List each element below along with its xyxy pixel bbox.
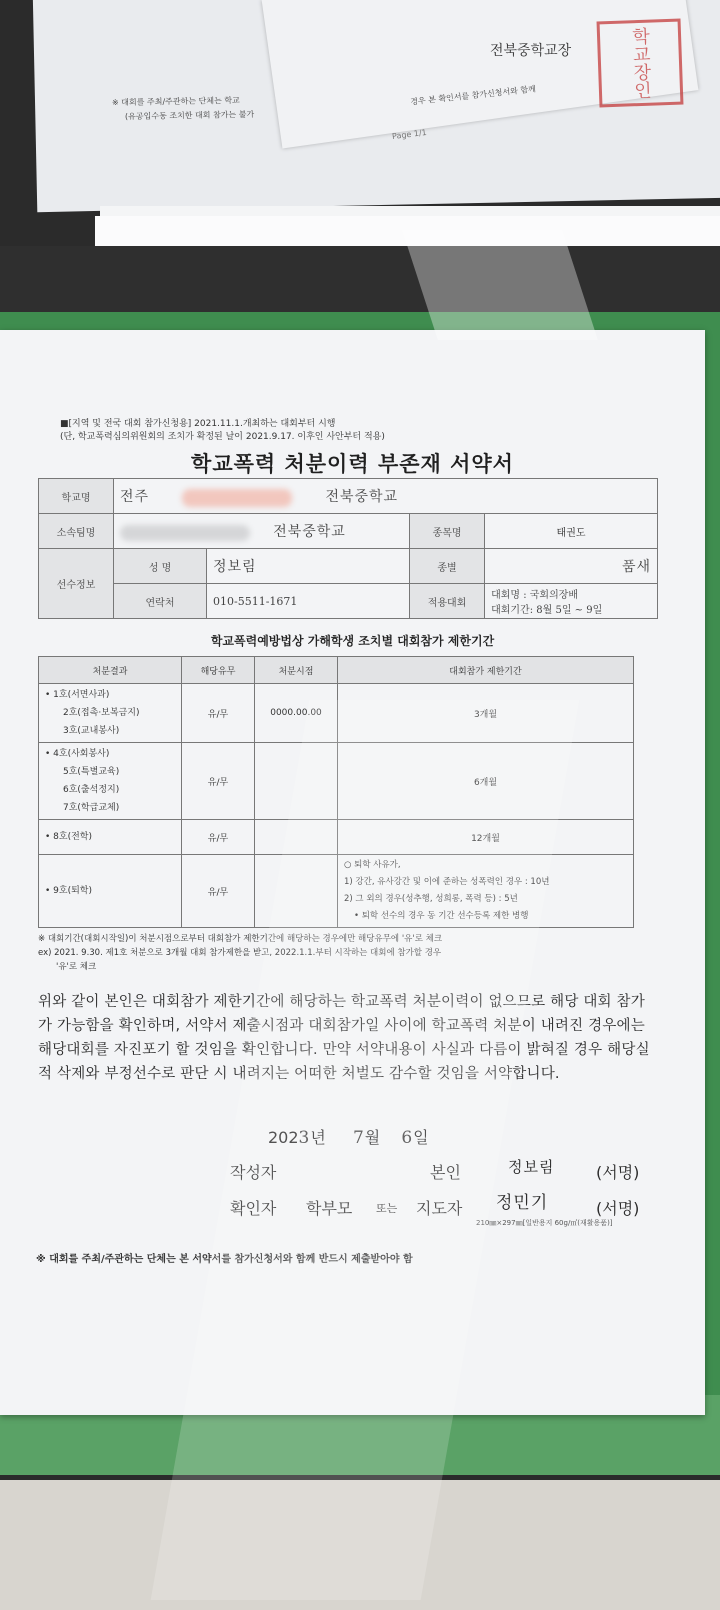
background-notice-1: ※ 대회를 주최/주관하는 단체는 학교 [111, 95, 240, 108]
pledge-document [0, 330, 705, 1415]
limit-cell: 12개월 [338, 820, 634, 855]
gender-label: 종별 [410, 549, 485, 584]
apply-label: 적용대회 [410, 584, 485, 619]
notice [60, 418, 385, 444]
table-row [39, 820, 634, 855]
year-hand: 3 [298, 1128, 311, 1148]
contact-label: 연락처 [114, 584, 207, 619]
item-1: • 1호(서면사과) [45, 690, 110, 700]
item-5: 5호(특별교육) [63, 767, 120, 777]
gender-value [485, 549, 658, 584]
date-cell [255, 743, 338, 820]
result-cell [39, 855, 182, 928]
writer-label: 작성자 [230, 1163, 277, 1182]
applicable-cell: 유/무 [182, 684, 255, 743]
date-cell [255, 855, 338, 928]
item-9: • 9호(퇴학) [45, 886, 93, 896]
year-suffix: 년 [310, 1128, 326, 1147]
date-cell: 0000.00.00 [255, 684, 338, 743]
pledge-date [268, 1125, 429, 1148]
or-label: 또는 [376, 1202, 398, 1215]
background-page-label: Page 1/1 [391, 127, 428, 142]
footnote-1: ※ 대회기간(대회시작일)이 처분시점으로부터 대회참가 제한기간에 해당하는 경우에만 해당유무에 '유'로 체크 [38, 934, 443, 944]
competition-period: 대회기간: 8월 5일 ~ 9일 [491, 605, 603, 616]
expulsion-line-2: 1) 강간, 유사강간 및 이에 준하는 성폭력인 경우 : 10년 [344, 877, 550, 887]
self-signature: 정보림 [508, 1158, 555, 1176]
limit-cell [338, 855, 634, 928]
expulsion-line-3: 2) 그 외의 경우(성추행, 성희롱, 폭력 등) : 5년 [344, 894, 518, 904]
footnote [38, 932, 658, 974]
item-3: 3호(교내봉사) [63, 726, 120, 736]
name-label: 성 명 [114, 549, 207, 584]
notice-line-1: ■[지역 및 전국 대회 참가신청용] 2021.11.1.개최하는 대회부터 시행 [60, 419, 336, 429]
name-value [207, 549, 410, 584]
table-row [39, 743, 634, 820]
header-result: 처분결과 [39, 657, 182, 684]
paper-spec: 210㎜×297㎜[일반용지 60g/㎡(재활용품)] [476, 1219, 613, 1227]
item-4: • 4호(사회봉사) [45, 749, 110, 759]
limit-cell: 6개월 [338, 743, 634, 820]
affiliation-value [114, 514, 410, 549]
header-limit: 대회참가 제한기간 [338, 657, 634, 684]
year-prefix: 202 [268, 1128, 299, 1147]
notice-line-2: (단, 학교폭력심의위원회의 조치가 확정된 날이 2021.9.17. 이후인 사안부터 적용) [60, 432, 385, 442]
info-table [38, 478, 658, 619]
paper-stack-2 [95, 216, 720, 247]
applicable-cell: 유/무 [182, 743, 255, 820]
expulsion-line-1: ○ 퇴학 사유가, [344, 860, 401, 870]
redaction [182, 489, 292, 507]
item-2: 2호(접촉·보복금지) [63, 708, 140, 718]
school-value-b: 전북중학교 [325, 488, 399, 505]
footnote-2: ex) 2021. 9.30. 제1호 처분으로 3개월 대회 참가제한을 받고, 2022.1.1.부터 시작하는 대회에 참가할 경우 [38, 948, 442, 958]
school-seal [597, 19, 684, 108]
affiliation-label: 소속팀명 [39, 514, 114, 549]
background-notice-3: 경우 본 확인서를 참가신청서와 함께 [409, 84, 537, 107]
header-date: 처분시점 [255, 657, 338, 684]
affiliation-hand: 전북중학교 [273, 524, 346, 540]
gender-hand: 품새 [621, 559, 651, 575]
result-cell [39, 743, 182, 820]
item-6: 6호(출석정지) [63, 785, 120, 795]
header-applicable: 해당유무 [182, 657, 255, 684]
event-value: 태권도 [485, 514, 658, 549]
sign-label-1: (서명) [596, 1163, 640, 1182]
footnote-3: '유'로 체크 [56, 962, 97, 972]
bottom-note: ※ 대회를 주최/주관하는 단체는 본 서약서를 참가신청서와 함께 반드시 제출받아야 함 [36, 1254, 413, 1265]
sign-label-2: (서명) [596, 1199, 640, 1218]
tablecloth [0, 1480, 720, 1610]
item-8: • 8호(전학) [45, 832, 93, 842]
confirmer-label: 확인자 [230, 1199, 277, 1218]
table-subtitle: 학교폭력예방법상 가해학생 조치별 대회참가 제한기간 [210, 634, 495, 648]
day-hand: 6 [401, 1128, 414, 1148]
redaction [120, 525, 250, 541]
result-cell [39, 820, 182, 855]
document-title: 학교폭력 처분이력 부존재 서약서 [191, 452, 514, 476]
school-principal-signature: 전북중학교장 [490, 43, 572, 59]
table-header-row [39, 657, 634, 684]
item-7: 7호(학급교체) [63, 803, 120, 813]
sanction-table [38, 656, 634, 928]
parent-label: 학부모 [306, 1199, 353, 1218]
month-suffix: 월 [364, 1128, 381, 1147]
school-label: 학교명 [39, 479, 114, 514]
dark-gap [0, 246, 720, 314]
month-hand: 7 [352, 1128, 365, 1148]
school-value-a: 전주 [120, 488, 150, 505]
limit-cell: 3개월 [338, 684, 634, 743]
background-notice-2: (유공입수동 조치한 대회 참가는 불가 [124, 109, 255, 122]
player-label: 선수정보 [39, 549, 114, 619]
seal-text: 학교장인 [628, 26, 653, 100]
apply-value [485, 584, 658, 619]
date-cell [255, 820, 338, 855]
competition-name: 대회명 : 국회의장배 [491, 590, 579, 601]
applicable-cell: 유/무 [182, 855, 255, 928]
expulsion-line-4: • 퇴학 선수의 경우 동 기간 선수등록 제한 병행 [354, 911, 529, 921]
coach-signature: 정민기 [496, 1193, 549, 1213]
self-label: 본인 [430, 1163, 461, 1182]
contact-value [207, 584, 410, 619]
day-suffix: 일 [413, 1128, 429, 1147]
coach-label: 지도자 [416, 1199, 463, 1218]
contact-hand: 010-5511-1671 [213, 594, 298, 608]
school-value [114, 479, 658, 514]
applicable-cell: 유/무 [182, 820, 255, 855]
table-row [39, 855, 634, 928]
result-cell [39, 684, 182, 743]
pledge-body: 위와 같이 본인은 대회참가 제한기간에 해당하는 학교폭력 처분이력이 없으므로 해당 대회 참가가 가능함을 확인하며, 서약서 제출시점과 대회참가일 사이에 학교폭력 처분이 내려진 경우에는 해당대회를 자진포기 할 것임을 확인합니다. 만약 서약내용이 사실과 다름이 밝혀질 경우 해당실적 삭제와 부정선수로 판단 시 내려지는 어떠한 처벌도 감수할 것임을 서약합니다. [38, 994, 650, 1082]
name-hand: 정보림 [213, 559, 257, 575]
event-label: 종목명 [410, 514, 485, 549]
table-row [39, 684, 634, 743]
